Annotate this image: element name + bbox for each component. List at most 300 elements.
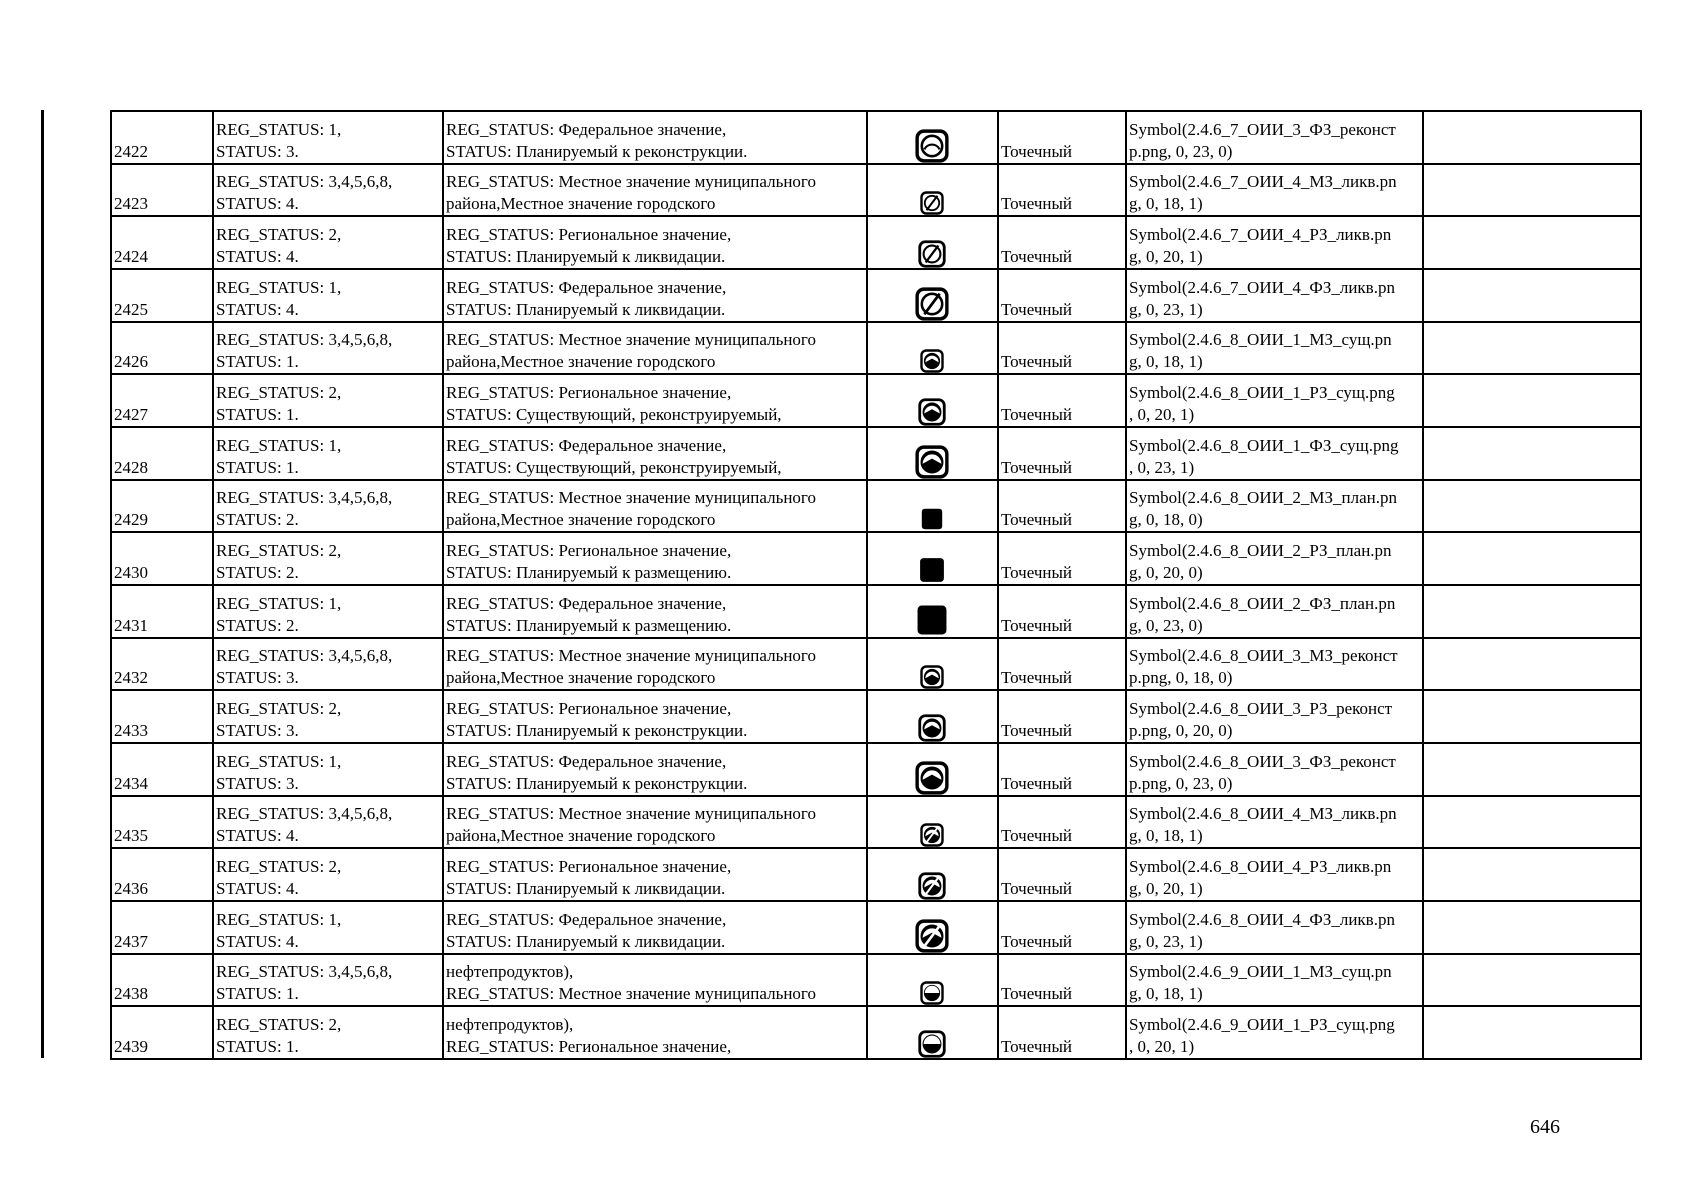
geometry-type-cell xyxy=(998,532,1126,585)
condition-line: REG_STATUS: 3,4,5,6,8, xyxy=(216,962,393,982)
symbol-expression-cell xyxy=(1126,427,1423,480)
symbol-expression-line: Symbol(2.4.6_8_ОИИ_1_РЗ_сущ.png xyxy=(1129,382,1395,402)
row-id: 2422 xyxy=(114,141,148,161)
description-cell xyxy=(443,954,867,1007)
condition-line: STATUS: 1. xyxy=(216,352,299,372)
description-line: STATUS: Планируемый к реконструкции. xyxy=(446,141,748,161)
condition-line: STATUS: 3. xyxy=(216,141,299,161)
description-line: REG_STATUS: Региональное значение, xyxy=(446,856,732,876)
left-margin-line xyxy=(41,110,44,1058)
description-line: REG_STATUS: Местное значение муниципального xyxy=(446,646,816,666)
condition-line: STATUS: 4. xyxy=(216,826,299,846)
symbol-expression-line: Symbol(2.4.6_8_ОИИ_3_МЗ_реконст xyxy=(1129,646,1398,666)
geometry-type-cell xyxy=(998,1006,1126,1059)
table-row xyxy=(111,1006,1641,1059)
geometry-type-cell xyxy=(998,164,1126,217)
description-line: STATUS: Планируемый к размещению. xyxy=(446,615,732,635)
symbol-preview-cell xyxy=(867,427,998,480)
symbol-expression-cell xyxy=(1126,374,1423,427)
description-line: REG_STATUS: Местное значение муниципального xyxy=(446,984,816,1004)
row-id-cell xyxy=(111,796,213,849)
empty-cell xyxy=(1423,796,1641,849)
row-id: 2426 xyxy=(114,352,148,372)
condition-line: STATUS: 4. xyxy=(216,931,299,951)
empty-cell xyxy=(1423,690,1641,743)
geometry-type: Точечный xyxy=(1001,246,1073,266)
large-circle-half-frame-icon xyxy=(915,129,949,163)
condition-line: REG_STATUS: 2, xyxy=(216,856,342,876)
symbol-expression-cell xyxy=(1126,585,1423,638)
symbol-preview-cell xyxy=(867,1006,998,1059)
empty-cell xyxy=(1423,480,1641,533)
table-row xyxy=(111,585,1641,638)
table-row xyxy=(111,427,1641,480)
description-cell xyxy=(443,216,867,269)
row-id: 2425 xyxy=(114,299,148,319)
symbol-expression-cell xyxy=(1126,216,1423,269)
condition-line: STATUS: 2. xyxy=(216,510,299,530)
condition-line: REG_STATUS: 2, xyxy=(216,698,342,718)
row-id-cell xyxy=(111,848,213,901)
symbol-preview-cell xyxy=(867,111,998,164)
condition-line: STATUS: 1. xyxy=(216,1036,299,1056)
geometry-type-cell xyxy=(998,322,1126,375)
symbol-expression-line: p.png, 0, 23, 0) xyxy=(1129,773,1233,793)
condition-line: REG_STATUS: 1, xyxy=(216,277,342,297)
symbol-preview-cell xyxy=(867,216,998,269)
symbol-preview-cell xyxy=(867,901,998,954)
description-line: STATUS: Существующий, реконструируемый, xyxy=(446,404,782,424)
symbol-expression-line: g, 0, 20, 1) xyxy=(1129,878,1203,898)
small-circle-filled-slash-frame-icon xyxy=(920,823,944,847)
row-id: 2432 xyxy=(114,668,148,688)
symbol-expression-line: p.png, 0, 23, 0) xyxy=(1129,141,1233,161)
geometry-type-cell xyxy=(998,901,1126,954)
row-id: 2435 xyxy=(114,826,148,846)
description-line: REG_STATUS: Региональное значение, xyxy=(446,382,732,402)
symbol-expression-cell xyxy=(1126,743,1423,796)
row-id-cell xyxy=(111,638,213,691)
empty-cell xyxy=(1423,585,1641,638)
description-line: STATUS: Существующий, реконструируемый, xyxy=(446,457,782,477)
condition-cell xyxy=(213,848,443,901)
geometry-type: Точечный xyxy=(1001,984,1073,1004)
condition-cell xyxy=(213,901,443,954)
row-id: 2438 xyxy=(114,984,148,1004)
description-line: STATUS: Планируемый к реконструкции. xyxy=(446,773,748,793)
symbol-expression-line: p.png, 0, 20, 0) xyxy=(1129,720,1233,740)
description-cell xyxy=(443,480,867,533)
condition-cell xyxy=(213,743,443,796)
symbol-preview-cell xyxy=(867,585,998,638)
symbol-expression-line: g, 0, 23, 0) xyxy=(1129,615,1203,635)
description-line: нефтепродуктов), xyxy=(446,1014,574,1034)
description-cell xyxy=(443,743,867,796)
table-row xyxy=(111,796,1641,849)
description-cell xyxy=(443,111,867,164)
row-id-cell xyxy=(111,480,213,533)
symbol-preview-cell xyxy=(867,269,998,322)
symbol-expression-cell xyxy=(1126,690,1423,743)
symbol-expression-line: Symbol(2.4.6_8_ОИИ_4_ФЗ_ликв.pn xyxy=(1129,909,1395,929)
symbol-expression-line: Symbol(2.4.6_8_ОИИ_3_РЗ_реконст xyxy=(1129,698,1393,718)
row-id: 2428 xyxy=(114,457,148,477)
description-cell xyxy=(443,1006,867,1059)
condition-line: REG_STATUS: 1, xyxy=(216,119,342,139)
description-line: STATUS: Планируемый к реконструкции. xyxy=(446,720,748,740)
empty-cell xyxy=(1423,743,1641,796)
condition-line: STATUS: 4. xyxy=(216,194,299,214)
condition-cell xyxy=(213,216,443,269)
symbol-expression-line: Symbol(2.4.6_8_ОИИ_2_ФЗ_план.pn xyxy=(1129,593,1396,613)
row-id-cell xyxy=(111,111,213,164)
row-id-cell xyxy=(111,954,213,1007)
table-row xyxy=(111,954,1641,1007)
row-id: 2433 xyxy=(114,720,148,740)
medium-black-square-icon xyxy=(918,556,946,584)
condition-line: REG_STATUS: 1, xyxy=(216,593,342,613)
symbol-expression-line: g, 0, 20, 0) xyxy=(1129,562,1203,582)
condition-line: STATUS: 1. xyxy=(216,404,299,424)
condition-line: STATUS: 4. xyxy=(216,246,299,266)
geometry-type: Точечный xyxy=(1001,1036,1073,1056)
geometry-type-cell xyxy=(998,269,1126,322)
geometry-type: Точечный xyxy=(1001,931,1073,951)
condition-line: REG_STATUS: 2, xyxy=(216,1014,342,1034)
symbol-expression-line: Symbol(2.4.6_8_ОИИ_2_МЗ_план.pn xyxy=(1129,488,1397,508)
geometry-type: Точечный xyxy=(1001,457,1073,477)
condition-line: STATUS: 3. xyxy=(216,720,299,740)
description-cell xyxy=(443,164,867,217)
medium-circle-filled-frame-icon xyxy=(918,714,946,742)
condition-cell xyxy=(213,585,443,638)
row-id: 2429 xyxy=(114,510,148,530)
empty-cell xyxy=(1423,427,1641,480)
description-line: STATUS: Планируемый к ликвидации. xyxy=(446,246,726,266)
symbol-expression-line: g, 0, 18, 1) xyxy=(1129,352,1203,372)
geometry-type-cell xyxy=(998,585,1126,638)
symbol-expression-line: Symbol(2.4.6_8_ОИИ_4_РЗ_ликв.pn xyxy=(1129,856,1392,876)
empty-cell xyxy=(1423,269,1641,322)
description-line: района,Местное значение городского xyxy=(446,826,716,846)
row-id: 2434 xyxy=(114,773,148,793)
symbol-expression-line: Symbol(2.4.6_8_ОИИ_1_ФЗ_сущ.png xyxy=(1129,435,1399,455)
description-cell xyxy=(443,374,867,427)
description-line: района,Местное значение городского xyxy=(446,510,716,530)
symbol-preview-cell xyxy=(867,954,998,1007)
condition-cell xyxy=(213,164,443,217)
symbol-expression-line: Symbol(2.4.6_8_ОИИ_2_РЗ_план.pn xyxy=(1129,540,1392,560)
empty-cell xyxy=(1423,164,1641,217)
empty-cell xyxy=(1423,374,1641,427)
description-line: REG_STATUS: Федеральное значение, xyxy=(446,751,727,771)
symbol-expression-cell xyxy=(1126,269,1423,322)
condition-cell xyxy=(213,1006,443,1059)
table-row xyxy=(111,690,1641,743)
row-id: 2423 xyxy=(114,194,148,214)
geometry-type: Точечный xyxy=(1001,141,1073,161)
condition-line: STATUS: 4. xyxy=(216,299,299,319)
condition-cell xyxy=(213,796,443,849)
symbol-expression-line: Symbol(2.4.6_8_ОИИ_4_МЗ_ликв.pn xyxy=(1129,804,1397,824)
symbol-preview-cell xyxy=(867,374,998,427)
row-id: 2424 xyxy=(114,246,148,266)
condition-line: STATUS: 1. xyxy=(216,984,299,1004)
row-id: 2427 xyxy=(114,404,148,424)
condition-line: STATUS: 2. xyxy=(216,615,299,635)
large-black-square-icon xyxy=(915,603,949,637)
row-id-cell xyxy=(111,1006,213,1059)
symbol-preview-cell xyxy=(867,480,998,533)
condition-line: REG_STATUS: 2, xyxy=(216,382,342,402)
condition-line: STATUS: 1. xyxy=(216,457,299,477)
description-line: района,Местное значение городского xyxy=(446,352,716,372)
large-circle-slash-frame-icon xyxy=(915,287,949,321)
description-line: REG_STATUS: Федеральное значение, xyxy=(446,277,727,297)
geometry-type-cell xyxy=(998,111,1126,164)
condition-line: REG_STATUS: 3,4,5,6,8, xyxy=(216,172,393,192)
geometry-type: Точечный xyxy=(1001,826,1073,846)
geometry-type: Точечный xyxy=(1001,299,1073,319)
symbol-expression-cell xyxy=(1126,164,1423,217)
description-line: REG_STATUS: Местное значение муниципального xyxy=(446,330,816,350)
symbol-expression-line: Symbol(2.4.6_7_ОИИ_4_РЗ_ликв.pn xyxy=(1129,224,1392,244)
condition-line: STATUS: 2. xyxy=(216,562,299,582)
symbol-preview-cell xyxy=(867,743,998,796)
description-cell xyxy=(443,269,867,322)
description-cell xyxy=(443,690,867,743)
condition-line: REG_STATUS: 1, xyxy=(216,751,342,771)
geometry-type-cell xyxy=(998,743,1126,796)
description-line: REG_STATUS: Федеральное значение, xyxy=(446,119,727,139)
small-circle-half-black-frame-icon xyxy=(920,981,944,1005)
description-cell xyxy=(443,796,867,849)
large-circle-filled-frame-icon xyxy=(915,761,949,795)
geometry-type-cell xyxy=(998,690,1126,743)
medium-circle-slash-frame-icon xyxy=(918,240,946,268)
description-line: STATUS: Планируемый к ликвидации. xyxy=(446,878,726,898)
row-id-cell xyxy=(111,427,213,480)
description-line: района,Местное значение городского xyxy=(446,668,716,688)
description-line: REG_STATUS: Федеральное значение, xyxy=(446,435,727,455)
symbol-expression-cell xyxy=(1126,954,1423,1007)
description-line: REG_STATUS: Федеральное значение, xyxy=(446,909,727,929)
row-id: 2431 xyxy=(114,615,148,635)
row-id: 2436 xyxy=(114,878,148,898)
description-line: REG_STATUS: Местное значение муниципального xyxy=(446,172,816,192)
row-id-cell xyxy=(111,269,213,322)
row-id-cell xyxy=(111,216,213,269)
symbol-expression-cell xyxy=(1126,848,1423,901)
condition-line: REG_STATUS: 3,4,5,6,8, xyxy=(216,804,393,824)
symbol-expression-line: Symbol(2.4.6_8_ОИИ_1_МЗ_сущ.pn xyxy=(1129,330,1392,350)
condition-line: REG_STATUS: 3,4,5,6,8, xyxy=(216,488,393,508)
row-id-cell xyxy=(111,901,213,954)
geometry-type: Точечный xyxy=(1001,720,1073,740)
empty-cell xyxy=(1423,848,1641,901)
description-cell xyxy=(443,322,867,375)
symbol-expression-cell xyxy=(1126,796,1423,849)
condition-cell xyxy=(213,638,443,691)
row-id: 2430 xyxy=(114,562,148,582)
geometry-type-cell xyxy=(998,480,1126,533)
symbol-expression-cell xyxy=(1126,322,1423,375)
geometry-type: Точечный xyxy=(1001,510,1073,530)
large-circle-filled-frame-icon xyxy=(915,445,949,479)
symbol-preview-cell xyxy=(867,532,998,585)
geometry-type: Точечный xyxy=(1001,404,1073,424)
empty-cell xyxy=(1423,532,1641,585)
condition-cell xyxy=(213,111,443,164)
symbol-expression-line: Symbol(2.4.6_7_ОИИ_4_ФЗ_ликв.pn xyxy=(1129,277,1395,297)
empty-cell xyxy=(1423,1006,1641,1059)
table-row xyxy=(111,111,1641,164)
symbol-expression-line: g, 0, 23, 1) xyxy=(1129,931,1203,951)
table-row xyxy=(111,848,1641,901)
symbol-expression-cell xyxy=(1126,638,1423,691)
row-id-cell xyxy=(111,690,213,743)
table-row xyxy=(111,269,1641,322)
symbol-expression-line: Symbol(2.4.6_7_ОИИ_3_ФЗ_реконст xyxy=(1129,119,1396,139)
condition-line: STATUS: 3. xyxy=(216,773,299,793)
description-line: REG_STATUS: Местное значение муниципального xyxy=(446,488,816,508)
table-row xyxy=(111,743,1641,796)
geometry-type-cell xyxy=(998,848,1126,901)
symbol-expression-line: Symbol(2.4.6_7_ОИИ_4_МЗ_ликв.pn xyxy=(1129,172,1397,192)
condition-line: REG_STATUS: 1, xyxy=(216,435,342,455)
condition-line: REG_STATUS: 2, xyxy=(216,224,342,244)
small-circle-filled-frame-icon xyxy=(920,349,944,373)
symbol-expression-line: p.png, 0, 18, 0) xyxy=(1129,668,1233,688)
geometry-type: Точечный xyxy=(1001,194,1073,214)
page-number: 646 xyxy=(1530,1116,1560,1138)
geometry-type: Точечный xyxy=(1001,615,1073,635)
symbol-preview-cell xyxy=(867,322,998,375)
empty-cell xyxy=(1423,638,1641,691)
description-line: REG_STATUS: Региональное значение, xyxy=(446,1036,732,1056)
row-id-cell xyxy=(111,164,213,217)
symbol-expression-line: , 0, 23, 1) xyxy=(1129,457,1195,477)
table-row xyxy=(111,374,1641,427)
symbol-expression-line: g, 0, 18, 1) xyxy=(1129,194,1203,214)
geometry-type-cell xyxy=(998,638,1126,691)
table-row xyxy=(111,901,1641,954)
empty-cell xyxy=(1423,901,1641,954)
symbol-preview-cell xyxy=(867,690,998,743)
symbol-expression-line: Symbol(2.4.6_8_ОИИ_3_ФЗ_реконст xyxy=(1129,751,1396,771)
description-cell xyxy=(443,427,867,480)
geometry-type: Точечный xyxy=(1001,562,1073,582)
symbol-expression-line: , 0, 20, 1) xyxy=(1129,1036,1195,1056)
description-line: REG_STATUS: Региональное значение, xyxy=(446,698,732,718)
table-row xyxy=(111,638,1641,691)
symbol-table xyxy=(110,110,1642,1060)
description-line: REG_STATUS: Региональное значение, xyxy=(446,224,732,244)
condition-cell xyxy=(213,480,443,533)
condition-cell xyxy=(213,322,443,375)
row-id-cell xyxy=(111,374,213,427)
geometry-type-cell xyxy=(998,427,1126,480)
empty-cell xyxy=(1423,111,1641,164)
small-circle-slash-frame-icon xyxy=(920,191,944,215)
symbol-preview-cell xyxy=(867,638,998,691)
symbol-expression-line: g, 0, 20, 1) xyxy=(1129,246,1203,266)
geometry-type: Точечный xyxy=(1001,352,1073,372)
row-id-cell xyxy=(111,322,213,375)
symbol-expression-cell xyxy=(1126,901,1423,954)
row-id-cell xyxy=(111,743,213,796)
geometry-type: Точечный xyxy=(1001,878,1073,898)
symbol-expression-line: g, 0, 18, 0) xyxy=(1129,510,1203,530)
symbol-expression-line: Symbol(2.4.6_9_ОИИ_1_МЗ_сущ.pn xyxy=(1129,962,1392,982)
geometry-type: Точечный xyxy=(1001,773,1073,793)
geometry-type-cell xyxy=(998,216,1126,269)
symbol-preview-cell xyxy=(867,796,998,849)
condition-cell xyxy=(213,954,443,1007)
medium-circle-filled-frame-icon xyxy=(918,398,946,426)
symbol-expression-line: , 0, 20, 1) xyxy=(1129,404,1195,424)
table-row xyxy=(111,532,1641,585)
condition-line: REG_STATUS: 3,4,5,6,8, xyxy=(216,330,393,350)
condition-cell xyxy=(213,532,443,585)
small-black-square-icon xyxy=(920,507,944,531)
geometry-type-cell xyxy=(998,796,1126,849)
symbol-expression-cell xyxy=(1126,480,1423,533)
condition-cell xyxy=(213,690,443,743)
description-line: STATUS: Планируемый к ликвидации. xyxy=(446,299,726,319)
table-row xyxy=(111,164,1641,217)
condition-line: REG_STATUS: 3,4,5,6,8, xyxy=(216,646,393,666)
symbol-preview-cell xyxy=(867,848,998,901)
empty-cell xyxy=(1423,954,1641,1007)
description-line: REG_STATUS: Местное значение муниципального xyxy=(446,804,816,824)
row-id: 2437 xyxy=(114,931,148,951)
symbol-expression-cell xyxy=(1126,532,1423,585)
medium-circle-filled-slash-frame-icon xyxy=(918,872,946,900)
small-circle-filled-frame-icon xyxy=(920,665,944,689)
symbol-preview-cell xyxy=(867,164,998,217)
row-id-cell xyxy=(111,585,213,638)
description-line: STATUS: Планируемый к размещению. xyxy=(446,562,732,582)
description-cell xyxy=(443,901,867,954)
condition-cell xyxy=(213,374,443,427)
table-row xyxy=(111,480,1641,533)
symbol-expression-line: g, 0, 18, 1) xyxy=(1129,984,1203,1004)
description-line: STATUS: Планируемый к ликвидации. xyxy=(446,931,726,951)
condition-cell xyxy=(213,427,443,480)
row-id: 2439 xyxy=(114,1036,148,1056)
condition-line: REG_STATUS: 2, xyxy=(216,540,342,560)
description-line: района,Местное значение городского xyxy=(446,194,716,214)
medium-circle-half-black-frame-icon xyxy=(918,1030,946,1058)
geometry-type-cell xyxy=(998,954,1126,1007)
table-row xyxy=(111,322,1641,375)
condition-line: STATUS: 4. xyxy=(216,878,299,898)
condition-line: STATUS: 3. xyxy=(216,668,299,688)
description-cell xyxy=(443,848,867,901)
empty-cell xyxy=(1423,216,1641,269)
symbol-expression-cell xyxy=(1126,1006,1423,1059)
geometry-type-cell xyxy=(998,374,1126,427)
description-line: REG_STATUS: Региональное значение, xyxy=(446,540,732,560)
row-id-cell xyxy=(111,532,213,585)
description-line: REG_STATUS: Федеральное значение, xyxy=(446,593,727,613)
symbol-expression-line: g, 0, 18, 1) xyxy=(1129,826,1203,846)
description-cell xyxy=(443,638,867,691)
symbol-expression-line: g, 0, 23, 1) xyxy=(1129,299,1203,319)
empty-cell xyxy=(1423,322,1641,375)
symbol-expression-cell xyxy=(1126,111,1423,164)
